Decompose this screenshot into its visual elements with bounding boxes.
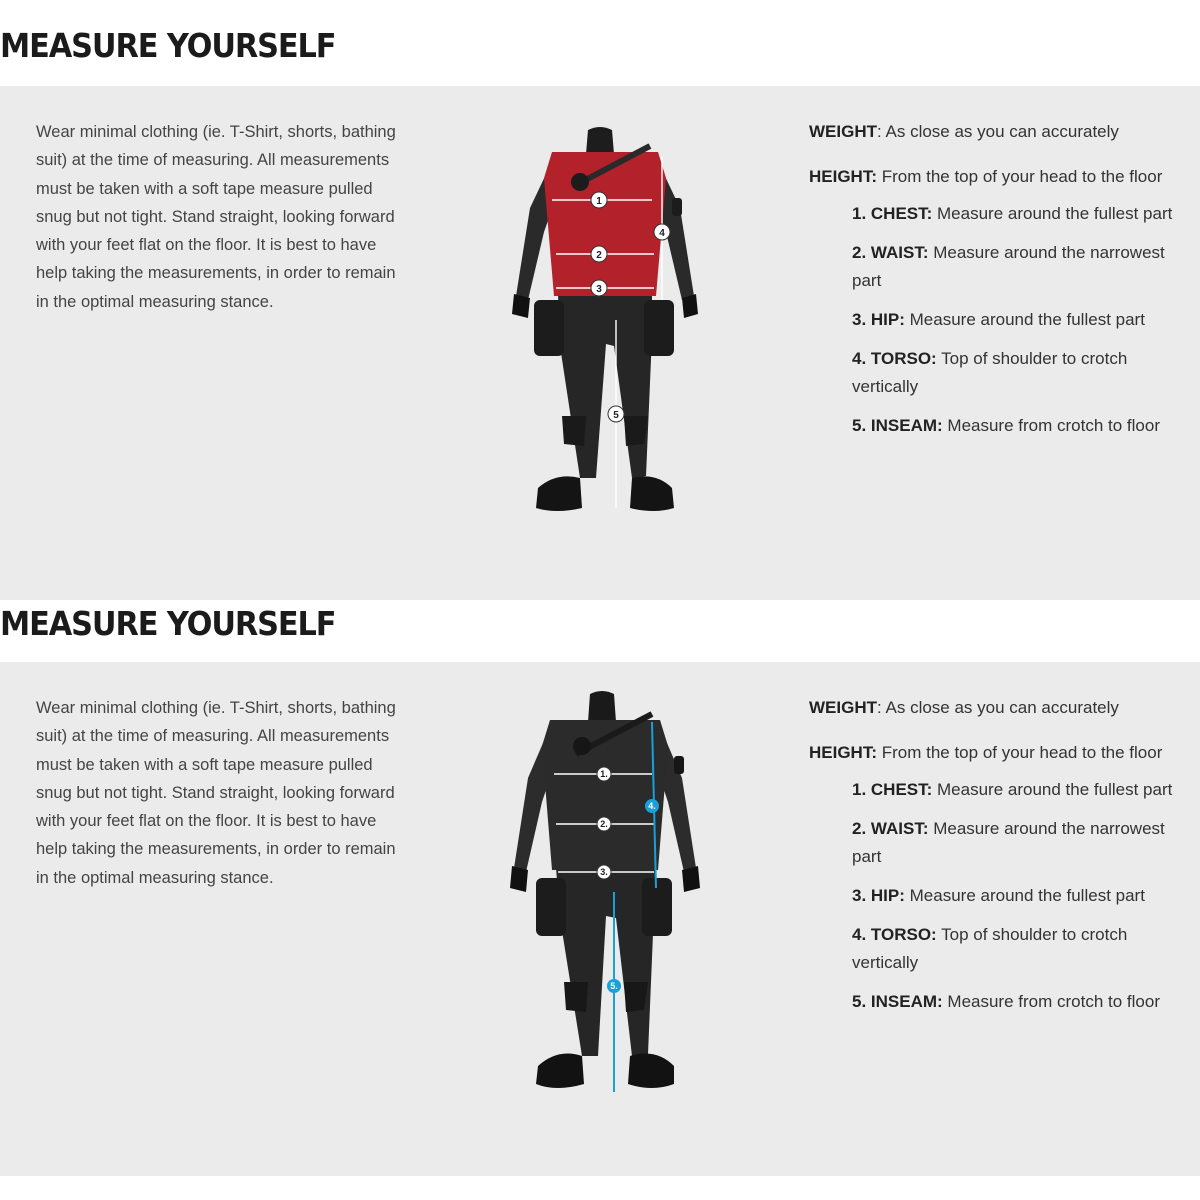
measurement-list — [852, 776, 1189, 1016]
marker-chest-label: 1. — [600, 769, 608, 779]
list-item-inseam: 5. INSEAM: Measure from crotch to floor — [852, 992, 1160, 1011]
weight-text: : As close as you can accurately — [877, 698, 1119, 717]
section-title: MEASURE YOURSELF — [0, 26, 336, 65]
height-row — [809, 163, 1189, 191]
cuff-left — [512, 294, 530, 318]
marker-inseam-label: 5. — [610, 981, 618, 991]
list-item-torso: 4. TORSO: Top of shoulder to crotch vertically — [852, 349, 1128, 396]
list-item-waist: 2. WAIST: Measure around the narrowest part — [852, 819, 1165, 866]
marker-waist-label: 2 — [596, 250, 602, 261]
dump-valve — [672, 198, 682, 216]
height-text: From the top of your head to the floor — [877, 743, 1163, 762]
inflator-valve — [573, 737, 591, 755]
pocket-right — [644, 300, 674, 356]
marker-hip-label: 3 — [596, 284, 602, 295]
measure-panel — [0, 662, 1200, 1176]
list-item-inseam: 5. INSEAM: Measure from crotch to floor — [852, 416, 1160, 435]
measurement-details — [809, 694, 1189, 1027]
marker-torso-label: 4 — [659, 228, 665, 239]
drysuit-red-figure — [486, 116, 726, 536]
cuff-left — [510, 866, 528, 892]
list-item-torso: 4. TORSO: Top of shoulder to crotch vertically — [852, 925, 1128, 972]
weight-row — [809, 118, 1189, 146]
list-item-chest: 1. CHEST: Measure around the fullest part — [852, 780, 1173, 799]
marker-waist-label: 2. — [600, 819, 608, 829]
suit-torso — [544, 152, 666, 296]
neck-seal — [586, 127, 614, 154]
inflator-valve — [571, 173, 589, 191]
weight-label: WEIGHT — [809, 698, 877, 717]
drysuit-black-figure — [486, 682, 726, 1112]
marker-hip-label: 3. — [600, 867, 608, 877]
marker-inseam-label: 5 — [613, 410, 619, 421]
pocket-left — [534, 300, 564, 356]
neck-seal — [588, 691, 616, 722]
height-text: From the top of your head to the floor — [877, 167, 1163, 186]
knee-pads — [564, 982, 648, 1012]
measurement-list — [852, 200, 1189, 440]
cuff-right — [682, 866, 700, 892]
list-item-chest: 1. CHEST: Measure around the fullest part — [852, 204, 1173, 223]
measure-panel — [0, 86, 1200, 600]
suit-torso — [542, 720, 668, 870]
suit-legs — [558, 294, 652, 478]
marker-torso-label: 4. — [648, 801, 656, 811]
list-item-hip: 3. HIP: Measure around the fullest part — [852, 886, 1145, 905]
height-row — [809, 739, 1189, 767]
dump-valve — [674, 756, 684, 774]
pocket-left — [536, 878, 566, 936]
suit-legs — [556, 868, 656, 1056]
cuff-right — [682, 294, 698, 318]
weight-row — [809, 694, 1189, 722]
pocket-right — [642, 878, 672, 936]
section-title: MEASURE YOURSELF — [0, 604, 336, 643]
measurement-details — [809, 118, 1189, 451]
height-label: HEIGHT: — [809, 743, 877, 762]
intro-text: Wear minimal clothing (ie. T-Shirt, shorts, bathing suit) at the time of measuring. All measurements must be taken with a soft tape measure pulled snug but not tight. Stand straight, looking forward with your feet flat on the floor. It is best to have help taking the measurements, in order to remain in the optimal measuring stance. — [36, 123, 396, 311]
boot-right — [628, 1054, 674, 1088]
boot-right — [630, 476, 674, 511]
intro-text: Wear minimal clothing (ie. T-Shirt, shorts, bathing suit) at the time of measuring. All measurements must be taken with a soft tape measure pulled snug but not tight. Stand straight, looking forward with your feet flat on the floor. It is best to have help taking the measurements, in order to remain in the optimal measuring stance. — [36, 699, 396, 887]
boot-left — [536, 1054, 584, 1088]
list-item-waist: 2. WAIST: Measure around the narrowest part — [852, 243, 1165, 290]
height-label: HEIGHT: — [809, 167, 877, 186]
list-item-hip: 3. HIP: Measure around the fullest part — [852, 310, 1145, 329]
weight-text: : As close as you can accurately — [877, 122, 1119, 141]
knee-pads — [562, 416, 648, 446]
weight-label: WEIGHT — [809, 122, 877, 141]
boot-left — [536, 476, 582, 511]
marker-chest-label: 1 — [596, 196, 602, 207]
